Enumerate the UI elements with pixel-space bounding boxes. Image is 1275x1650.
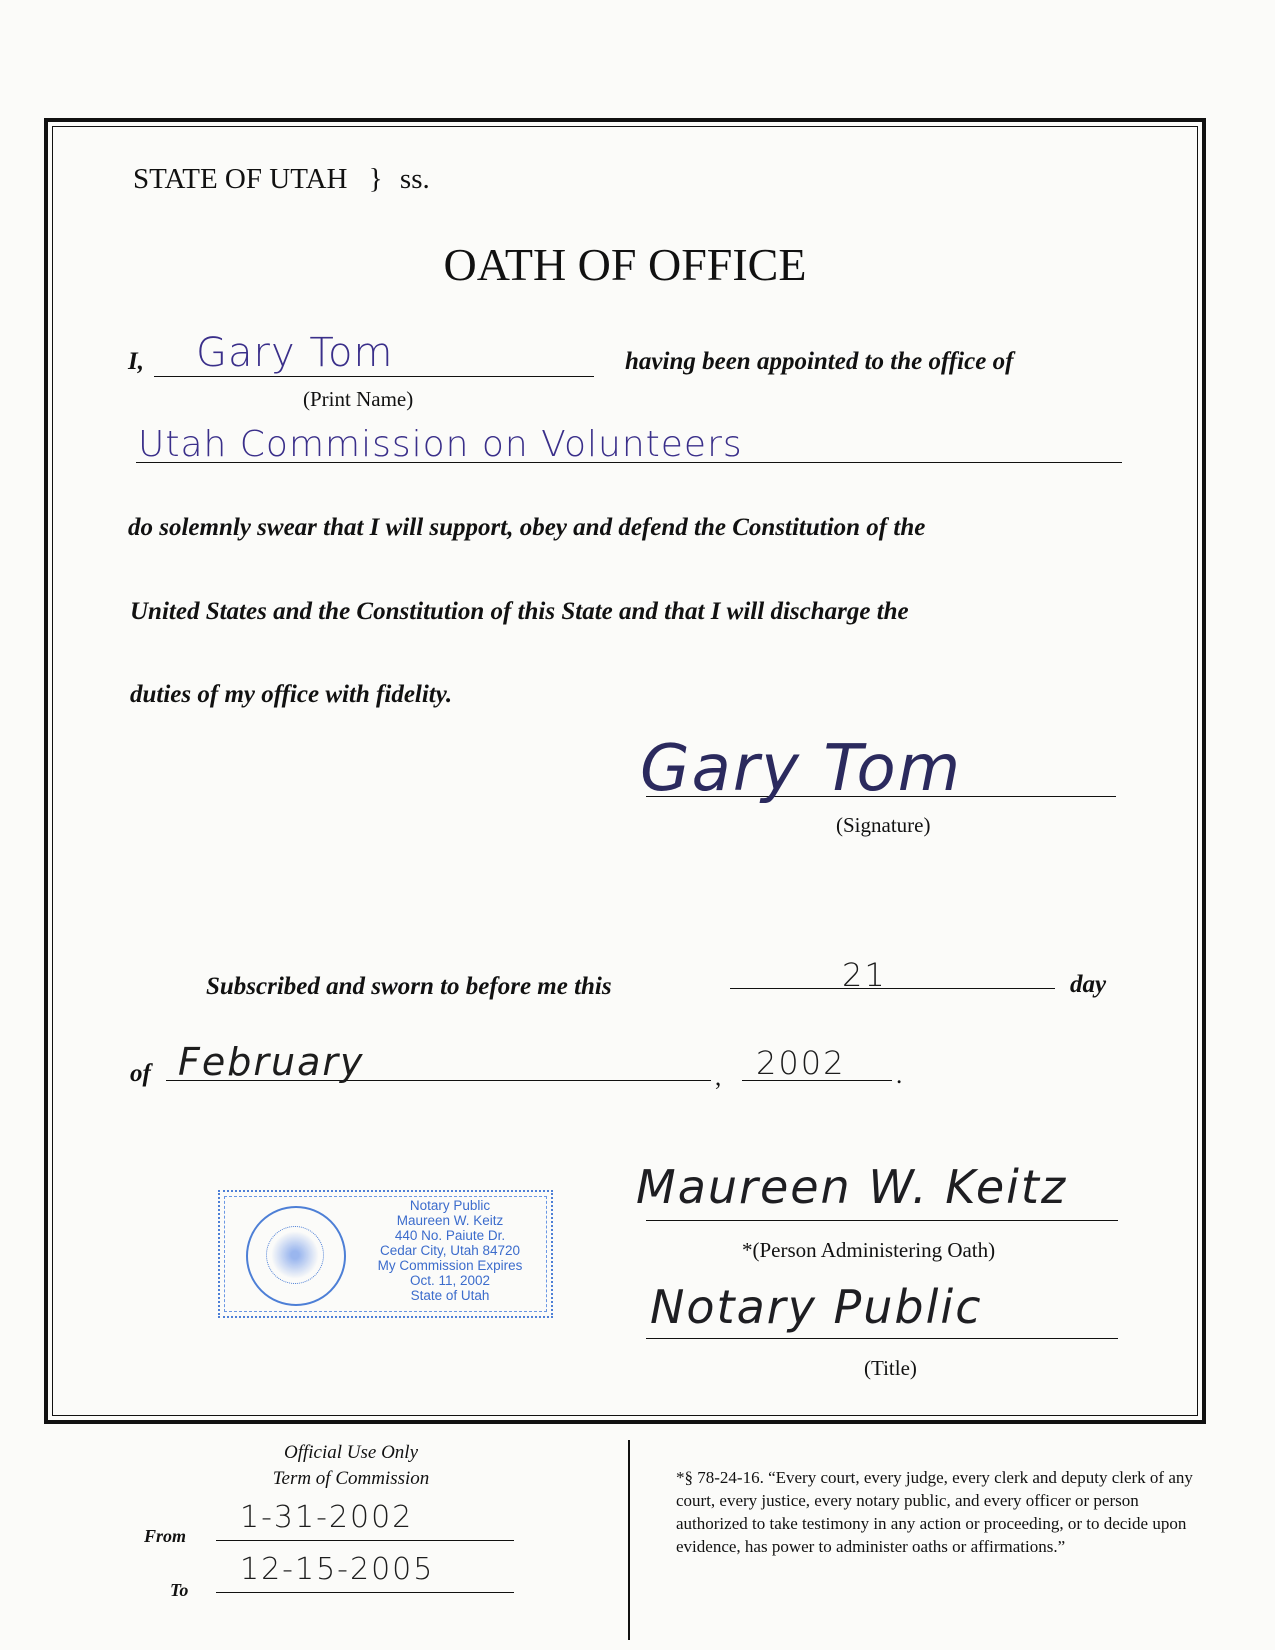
title-value: Notary Public: [650, 1280, 983, 1334]
stamp-line: Notary Public: [409, 1198, 491, 1213]
comma: ,: [715, 1064, 722, 1091]
i-label: I,: [128, 348, 144, 375]
oath-line-2: United States and the Constitution of this State and that I will discharge the: [130, 598, 909, 625]
year-value: 2002: [756, 1044, 846, 1082]
ss-label: ss.: [399, 163, 430, 195]
sworn-text: Subscribed and sworn to before me this: [206, 973, 612, 1000]
day-value: 21: [842, 956, 887, 994]
from-value: 1-31-2002: [240, 1500, 414, 1535]
print-name-value: Gary Tom: [196, 330, 394, 376]
state-heading: [133, 163, 430, 196]
month-value: February: [178, 1040, 365, 1084]
from-label: From: [144, 1526, 187, 1546]
stamp-line: 440 No. Paiute Dr.: [394, 1228, 506, 1243]
office-value: Utah Commission on Volunteers: [138, 424, 743, 465]
signature-caption: (Signature): [836, 813, 931, 837]
administrator-signature-value: Maureen W. Keitz: [636, 1160, 1068, 1214]
of-label: of: [130, 1060, 151, 1087]
title-caption: (Title): [864, 1356, 917, 1380]
oath-line-3: duties of my office with fidelity.: [130, 681, 453, 708]
statute-footnote: *§ 78-24-16. “Every court, every judge, every clerk and deputy clerk of any court, every justice, every notary public, and every officer or person authorized to take testimony in any action or proceeding, or to decide upon evidence, has power to administer oaths or affirmations.”: [676, 1468, 1193, 1556]
day-field[interactable]: [730, 958, 1055, 989]
footer-divider: [628, 1440, 630, 1640]
stamp-line: Maureen W. Keitz: [396, 1213, 504, 1228]
utah-seal-icon: [246, 1206, 346, 1306]
print-name-caption: (Print Name): [303, 387, 414, 411]
appointed-text: having been appointed to the office of: [625, 348, 1014, 375]
period: .: [896, 1062, 903, 1089]
to-label: To: [170, 1580, 189, 1600]
term-heading: Term of Commission: [272, 1468, 430, 1489]
stamp-line: Oct. 11, 2002: [409, 1273, 491, 1288]
stamp-text: [350, 1198, 550, 1303]
day-label: day: [1070, 971, 1107, 998]
administrator-caption: *(Person Administering Oath): [742, 1238, 996, 1262]
stamp-line: My Commission Expires: [377, 1258, 523, 1273]
notary-stamp: [218, 1190, 553, 1318]
official-use-block: [236, 1440, 466, 1492]
stamp-line: Cedar City, Utah 84720: [379, 1243, 521, 1258]
to-value: 12-15-2005: [240, 1552, 435, 1587]
oath-line-1: do solemnly swear that I will support, obey and defend the Constitution of the: [128, 514, 926, 541]
document-title: OATH OF OFFICE: [443, 239, 807, 290]
state-name: STATE OF UTAH: [133, 163, 348, 195]
signature-value: Gary Tom: [640, 732, 963, 806]
stamp-line: State of Utah: [410, 1288, 490, 1303]
brace: }: [368, 163, 383, 195]
official-use-heading: Official Use Only: [283, 1442, 419, 1463]
